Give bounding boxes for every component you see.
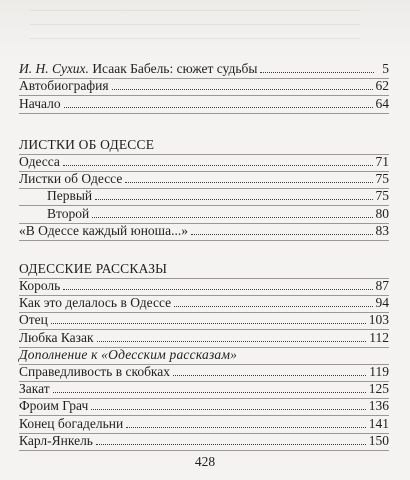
- toc-entry-label: «В Одессе каждый юноша...»: [19, 222, 188, 238]
- toc-entry-intro-essay[interactable]: [19, 62, 389, 79]
- toc-page-number: 5: [382, 61, 389, 77]
- toc-subentry[interactable]: [19, 206, 389, 223]
- leader-dots: [191, 234, 373, 235]
- subsection-title-appendix: Дополнение к «Одесским рассказам»: [19, 348, 389, 365]
- toc-entry[interactable]: [19, 172, 389, 189]
- leader-dots: [174, 306, 372, 307]
- toc-page-number: 75: [375, 171, 389, 187]
- toc-entry[interactable]: [19, 224, 389, 241]
- toc-page-number: 103: [368, 312, 389, 328]
- toc-entry-label: Карл-Янкель: [19, 432, 93, 448]
- toc-entry[interactable]: [19, 296, 389, 313]
- toc-entry-label: Конец богадельни: [19, 415, 124, 431]
- leader-dots: [51, 323, 366, 324]
- toc-page-number: 64: [375, 95, 389, 111]
- section-title-odessa-leaves: ЛИСТКИ ОБ ОДЕССЕ: [19, 138, 389, 155]
- toc-entry-label: Первый: [47, 188, 93, 204]
- toc-page-number: 83: [375, 222, 389, 238]
- toc-page-number: 136: [368, 398, 389, 414]
- previous-page-bleedthrough: [0, 0, 410, 58]
- leader-dots: [173, 375, 366, 376]
- toc-entry-label: Начало: [19, 95, 61, 111]
- toc-entry[interactable]: [19, 416, 389, 433]
- leader-dots: [64, 107, 373, 108]
- toc-entry[interactable]: [19, 365, 389, 382]
- table-of-contents: [19, 62, 389, 451]
- toc-entry[interactable]: [19, 330, 389, 347]
- toc-entry[interactable]: [19, 313, 389, 330]
- toc-entry[interactable]: [19, 155, 389, 172]
- toc-entry-label: Король: [19, 278, 61, 294]
- leader-dots: [125, 182, 372, 183]
- toc-entry-autobiography[interactable]: [19, 79, 389, 96]
- leader-dots: [97, 341, 367, 342]
- toc-entry-label: Отец: [19, 312, 48, 328]
- toc-entry-label: Закат: [19, 381, 50, 397]
- toc-page-number: 71: [375, 153, 389, 169]
- toc-page-number: 87: [375, 278, 389, 294]
- toc-entry-label: Одесса: [19, 153, 60, 169]
- toc-entry-label: И. Н. Сухих. Исаак Бабель: сюжет судьбы: [19, 61, 258, 77]
- toc-entry[interactable]: [19, 382, 389, 399]
- page-number: 428: [194, 454, 216, 469]
- toc-entry-label: Как это делалось в Одессе: [19, 295, 172, 311]
- toc-subentry[interactable]: [19, 189, 389, 206]
- toc-entry-beginning[interactable]: [19, 96, 389, 113]
- section-title-odessa-stories: ОДЕССКИЕ РАССКАЗЫ: [19, 262, 389, 279]
- leader-dots: [96, 444, 366, 445]
- toc-page-number: 141: [368, 415, 389, 431]
- toc-entry[interactable]: [19, 399, 389, 416]
- leader-dots: [95, 199, 372, 200]
- toc-page-number: 119: [369, 364, 389, 379]
- leader-dots: [92, 217, 372, 218]
- leader-dots: [112, 89, 373, 90]
- toc-entry-label: Автобиография: [19, 78, 109, 94]
- toc-entry-label: Справедливость в скобках: [19, 364, 171, 379]
- toc-entry-label: Фроим Грач: [19, 398, 89, 414]
- toc-entry-label: Листки об Одессе: [19, 171, 123, 187]
- leader-dots: [260, 72, 374, 73]
- toc-entry[interactable]: [19, 279, 389, 296]
- toc-page-number: 125: [368, 381, 389, 397]
- leader-dots: [91, 409, 365, 410]
- toc-page-number: 112: [369, 329, 389, 345]
- leader-dots: [63, 165, 373, 166]
- toc-entry-label: Второй: [47, 205, 90, 221]
- toc-page-number: 150: [368, 432, 389, 448]
- leader-dots: [126, 427, 366, 428]
- toc-page-number: 62: [375, 78, 389, 94]
- toc-page-number: 80: [375, 205, 389, 221]
- leader-dots: [53, 392, 366, 393]
- toc-page-number: 94: [375, 295, 389, 311]
- toc-page-number: 75: [375, 188, 389, 204]
- leader-dots: [63, 289, 372, 290]
- toc-entry[interactable]: [19, 434, 389, 451]
- toc-entry-label: Любка Казак: [19, 329, 94, 345]
